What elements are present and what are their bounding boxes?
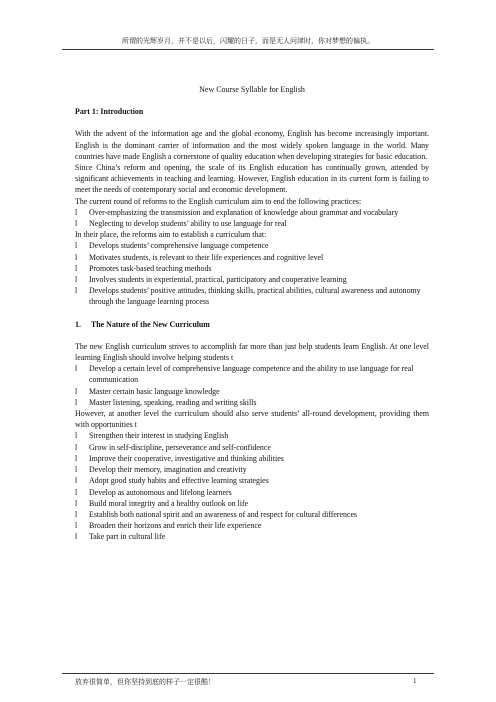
list-item [75, 509, 429, 520]
section-number: 1. [75, 319, 81, 329]
paragraph-reform: Since China’s reform and opening, the scale of its English education has continually grown, attended by significant achievements in teaching and learning. However, English education in its current form is failing to meet the needs of contemporary social and economic development. [75, 163, 429, 195]
list-item [75, 442, 429, 453]
bullet-marker: l [75, 442, 78, 452]
list-item [75, 397, 429, 408]
list-item-text: Adopt good study habits and effective learning strategies [89, 476, 269, 486]
section-title: The Nature of the New Curriculum [91, 319, 210, 329]
header-divider [62, 49, 434, 50]
list-item [75, 207, 429, 218]
paragraph-aims-lead: In their place, the reforms aim to establish a curriculum that: [75, 230, 267, 240]
page-number: 1 [413, 677, 417, 685]
bullet-marker: l [75, 465, 78, 475]
bullet-marker: l [75, 275, 78, 285]
paragraph-development: However, at another level the curriculum should also serve students’ all-round development, providing them with opportunities t [75, 409, 429, 430]
list-item [75, 475, 429, 486]
list-item-text: Build moral integrity and a healthy outlook on life [89, 498, 249, 508]
document-title: New Course Syllable for English [199, 85, 305, 94]
list-item-text: Broaden their horizons and enrich their life experience [89, 521, 262, 531]
list-item [75, 464, 429, 475]
page-header: 所谓的光辉岁月，并不是以后，闪耀的日子，而是无人问津时，你对梦想的偏执。 [122, 37, 374, 45]
bullet-marker: l [75, 431, 78, 441]
paragraph-nature: The new English curriculum strives to accomplish far more than just help students learn English. At one level learning English should involve helping students t [75, 341, 429, 363]
list-item-text: Grow in self-discipline, perseverance and self-confidence [89, 442, 271, 452]
list-item-text: Develop their memory, imagination and creativity [89, 465, 247, 475]
list-item [75, 430, 429, 441]
practices-list [75, 207, 429, 229]
level2-list [75, 430, 429, 542]
document-body [75, 84, 429, 543]
list-item-text: Take part in cultural life [89, 532, 166, 542]
list-item-text: Promotes task-based teaching methods [89, 263, 212, 273]
list-item [75, 487, 429, 498]
bullet-marker: l [75, 498, 78, 508]
bullet-marker: l [75, 219, 78, 229]
level1-list [75, 363, 429, 408]
list-item [75, 520, 429, 531]
list-item-text: Develop a certain level of comprehensive language competence and the ability to use language for real communication [89, 364, 414, 385]
paragraph-practices-lead: The current round of reforms to the English curriculum aim to end the following practices: [75, 196, 362, 206]
list-item-text: Improve their cooperative, investigative and thinking abilities [89, 453, 284, 463]
list-item [75, 386, 429, 397]
bullet-marker: l [75, 453, 78, 463]
bullet-marker: l [75, 397, 78, 407]
list-item-text: Master listening, speaking, reading and writing skills [89, 397, 257, 407]
bullet-marker: l [75, 241, 78, 251]
page-footer: 放弃很简单，但你坚持到底的样子一定很酷！ [75, 678, 215, 686]
list-item-text: Develop as autonomous and lifelong learners [89, 487, 232, 497]
list-item-text: Master certain basic language knowledge [89, 386, 220, 396]
list-item-text: Establish both national spirit and an awareness of and respect for cultural differences [89, 509, 358, 519]
list-item-text: Involves students in experiential, practical, participatory and cooperative learning [89, 275, 347, 285]
bullet-marker: l [75, 521, 78, 531]
bullet-marker: l [75, 532, 78, 542]
bullet-marker: l [75, 286, 78, 296]
list-item-text: Motivates students, is relevant to their life experiences and cognitive level [89, 252, 324, 262]
bullet-marker: l [75, 386, 78, 396]
list-item [75, 252, 429, 263]
list-item-text: Strengthen their interest in studying English [89, 431, 229, 441]
bullet-marker: l [75, 207, 78, 217]
bullet-marker: l [75, 364, 78, 374]
section-1-heading [75, 319, 429, 330]
list-item [75, 498, 429, 509]
list-item [75, 240, 429, 251]
list-item [75, 274, 429, 285]
bullet-marker: l [75, 487, 78, 497]
list-item-text: Develops students’ positive attitudes, thinking skills, practical abilities, cultural awareness and autonomy through the language learning process [89, 286, 421, 307]
part1-heading: Part 1: Introduction [75, 107, 144, 117]
list-item [75, 285, 429, 307]
bullet-marker: l [75, 476, 78, 486]
list-item [75, 363, 429, 385]
list-item [75, 453, 429, 464]
paragraph-intro: With the advent of the information age and the global economy, English has become increasingly important. English is the dominant carrier of information and the most widely spoken language in the world. Many countries have made English a cornerstone of quality education when developing strategies for basic education. [75, 129, 429, 161]
bullet-marker: l [75, 509, 78, 519]
bullet-marker: l [75, 263, 78, 273]
list-item-text: Develops students’ comprehensive language competence [89, 241, 269, 251]
footer-divider [62, 673, 434, 674]
list-item [75, 531, 429, 542]
list-item-text: Over-emphasizing the transmission and explanation of knowledge about grammar and vocabulary [89, 207, 399, 217]
list-item [75, 218, 429, 229]
list-item-text: Neglecting to develop students’ ability to use language for real [89, 219, 287, 229]
list-item [75, 263, 429, 274]
aims-list [75, 240, 429, 307]
bullet-marker: l [75, 252, 78, 262]
